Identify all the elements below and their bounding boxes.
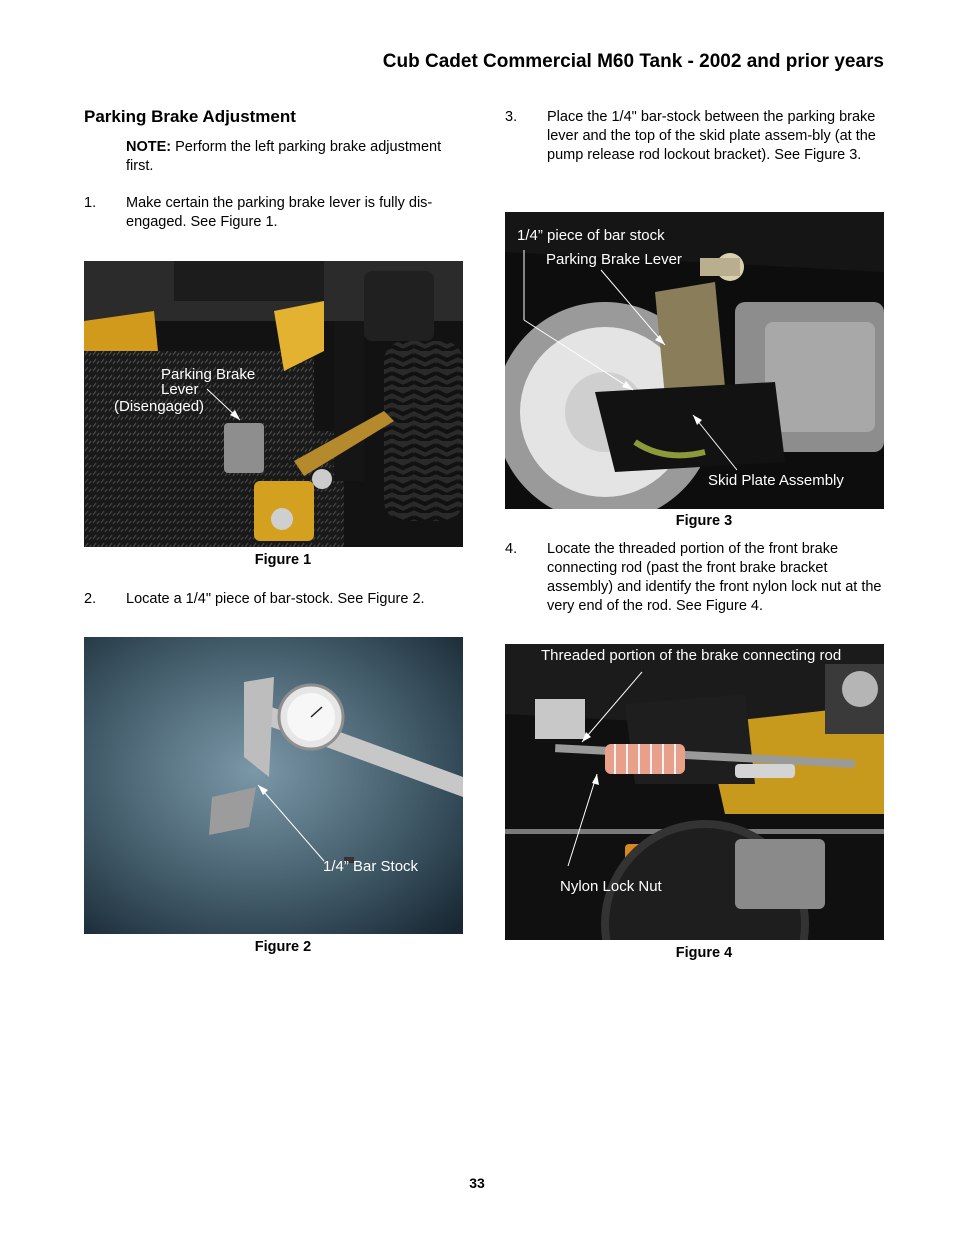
- figure-1-photo: [84, 261, 463, 547]
- note-label: NOTE:: [126, 139, 172, 155]
- figure-4-callout-threaded-portion: Threaded portion of the brake connecting rod: [541, 647, 842, 664]
- figure-2-callout-bar-stock: 1/4” Bar Stock: [323, 858, 419, 875]
- figure-3-callout-parking-brake-lever: Parking Brake Lever: [546, 251, 682, 268]
- step-2-text: Locate a 1/4" piece of bar-stock. See Figure 2.: [126, 591, 425, 607]
- step-3-text: Place the 1/4" bar-stock between the parking brake lever and the top of the skid plate assem-bly (at the pump release rod lockout bracket). See Figure 3.: [547, 109, 876, 163]
- page-number: 33: [469, 1175, 485, 1191]
- step-4-text: Locate the threaded portion of the front brake connecting rod (past the front brake bracket assembly) and identify the front nylon lock nut at the very end of the rod. See Figure 4.: [547, 541, 882, 614]
- step-3-number: 3.: [505, 109, 518, 125]
- figure-3-caption: Figure 3: [675, 513, 733, 529]
- figure-2-caption: Figure 2: [254, 939, 312, 955]
- section-title: Parking Brake Adjustment: [84, 107, 296, 126]
- document-header-title: Cub Cadet Commercial M60 Tank - 2002 and prior years: [382, 51, 884, 72]
- figure-2-photo: [84, 637, 463, 934]
- figure-1-callout-lever: Lever: [161, 381, 199, 398]
- step-4-number: 4.: [505, 541, 518, 557]
- figure-1-callout-disengaged: (Disengaged): [114, 398, 205, 415]
- note-text: Perform the left parking brake adjustment first.: [126, 139, 442, 174]
- figure-1-callout-parking-brake: Parking Brake: [161, 366, 256, 383]
- figure-3-callout-skid-plate-assembly: Skid Plate Assembly: [708, 472, 844, 489]
- step-1-text: Make certain the parking brake lever is fully dis-engaged. See Figure 1.: [126, 195, 433, 230]
- step-2-number: 2.: [84, 591, 97, 607]
- figure-3-callout-bar-stock: 1/4” piece of bar stock: [517, 227, 665, 244]
- figure-3-photo: [505, 212, 884, 509]
- step-1-number: 1.: [84, 195, 97, 211]
- figure-4-caption: Figure 4: [675, 945, 733, 961]
- figure-4-photo: [505, 644, 884, 940]
- note-paragraph: [126, 138, 466, 176]
- figure-1-caption: Figure 1: [254, 552, 312, 568]
- figure-4-callout-nylon-lock-nut: Nylon Lock Nut: [560, 878, 662, 895]
